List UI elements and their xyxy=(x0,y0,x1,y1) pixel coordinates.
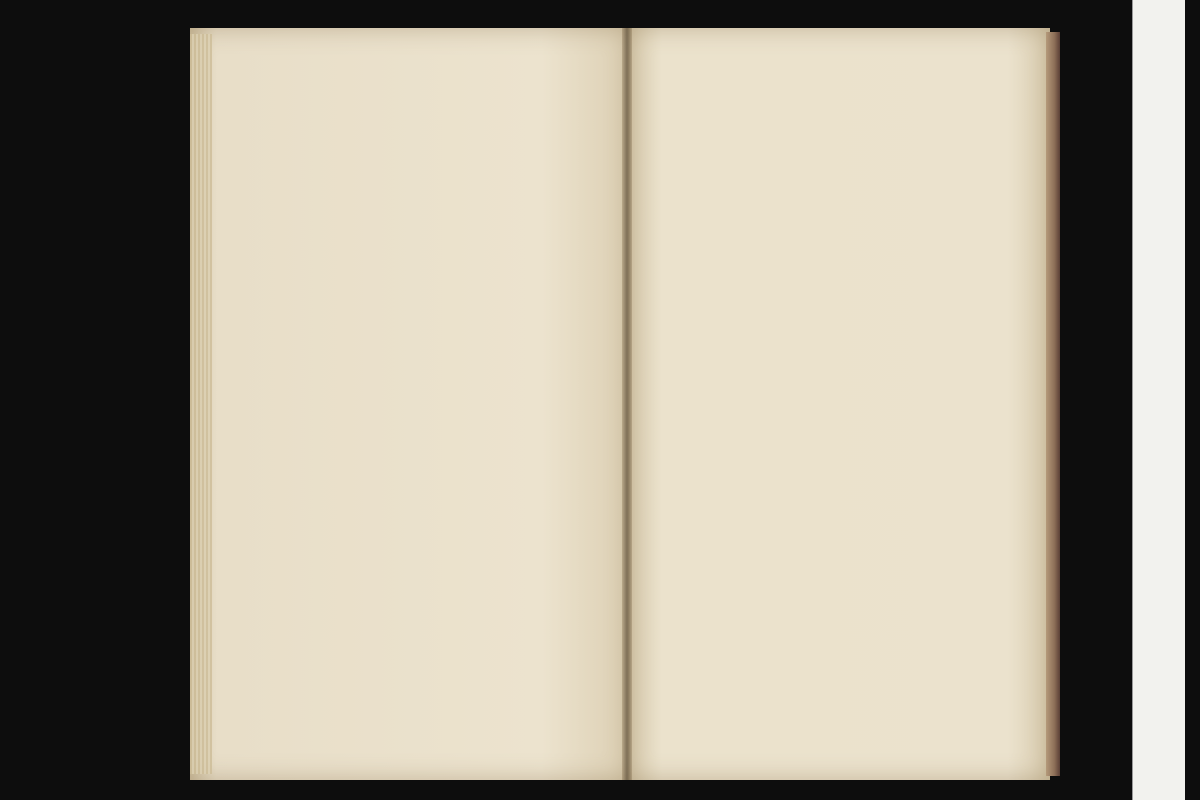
right-page-text xyxy=(680,74,980,155)
measuring-ruler xyxy=(1132,0,1185,800)
page-edges xyxy=(190,34,212,774)
left-page xyxy=(190,28,630,780)
cover-edge xyxy=(1046,32,1060,776)
scene-description-line xyxy=(680,84,980,106)
book-gutter xyxy=(622,28,632,780)
scene-description-line xyxy=(680,106,980,128)
first-speech-line xyxy=(680,133,980,155)
open-book xyxy=(190,28,1060,780)
